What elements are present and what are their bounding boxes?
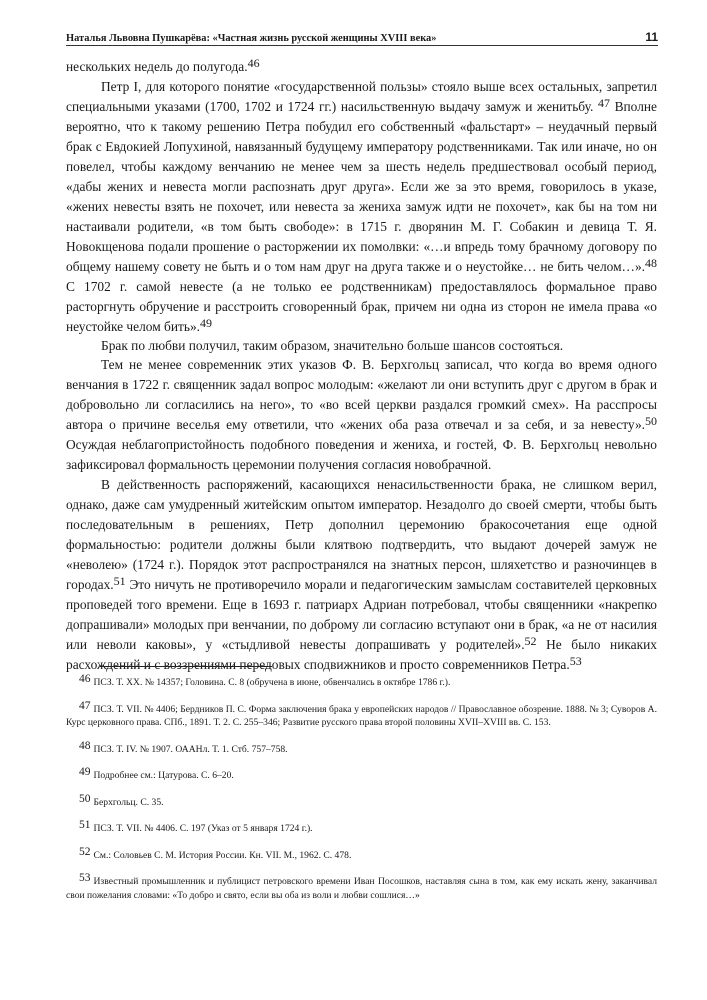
footnote [66,792,657,810]
footnote-reference[interactable]: 52 [524,634,537,648]
footnotes [66,673,657,915]
footnote-reference[interactable]: 48 [645,256,657,270]
footnote-text: Известный промышленник и публицист петровского времени Иван Посошков, наставляя сына в том, как ему искать жену, заканчивал свои пожелания словами: «То добро и свято, если вы оба из воли и любви сошлися…» [66,876,657,901]
paragraph-text: В действенность распоряжений, касающихся ненасильственности брака, не слишком верил, однако, даже сам умудренный житейским опытом император. Незадолго до своей смерти, чтобы быть последовательным в решениях, Петр дополнил церемонию бракосочетания еще одной формальностью: родители должны были клятвою подтвердить, что выдают дочерей замуж не «неволею» (1724 г.). Порядок этот распространялся на знатных персон, шляхетство и разночинцев в городах. [66,477,657,592]
footnote [66,845,657,863]
footnote-number: 46 [79,673,91,685]
footnote-text: ПСЗ. Т. VII. № 4406; Бердников П. С. Форма заключения брака у европейских народов // Православное обозрение. 1888. № 3; Суворов А. Курс церковного права. СПб., 1891. Т. 2. С. 255–346; Развитие русского права второй половины XVII–XVIII вв. С. 153. [66,703,657,728]
paragraph [66,77,657,337]
footnote-reference[interactable]: 47 [597,96,610,110]
footnote-reference[interactable]: 49 [200,316,213,330]
footnote [66,673,657,690]
footnote-text: ПСЗ. Т. IV. № 1907. ОААНл. Т. 1. Стб. 757–758. [93,743,288,755]
paragraph-text: Тем не менее современник этих указов Ф. В. Берхгольц записал, что когда во время одного венчания в 1722 г. священник задал вопрос молодым: «желают ли они вступить друг с другом в брак и добровольно ли согласились на него», то «во всей церкви раздался громкий смех». На расспросы автора о причине веселья ему ответили, что «жених оба раза отвечал и за себя, и за невесту». [66,357,657,432]
paragraph-text: нескольких недель до полугода. [66,59,248,74]
paragraph-text: Вполне вероятно, что к такому решению Петра побудил его собственный «фальстарт» – неудачный первый брак с Евдокией Лопухиной, навязанный будущему императору родственниками. Так или иначе, но он повелел, чтобы каждому венчанию не менее чем за шесть недель предшествовал особый период, «дабы жених и невеста могли распознать друг друга». Если же за это время, говорилось в указе, «жених невесты взять не похочет, или невеста за жениха замуж идти не похочет», как бы на том ни настаивали родители, «в том быть свободе»: в 1715 г. дворянин М. Г. Собакин и девица Т. Я. Новокщенова подали прошение о расторжении их помолвки: «…и впредь тому брачному договору по общему нашему совету не быть и о том нам друг на друга также и о неустойке… не бить челом…». [66,99,657,274]
footnote [66,872,657,902]
footnote [66,739,657,757]
footnote-reference[interactable]: 53 [569,654,582,668]
paragraph-text: Петр I, для которого понятие «государственной пользы» стояло выше всех остальных, запретил специальными указами (1700, 1702 и 1724 гг.) насильственную выдачу замуж и женитьбу. [66,79,657,114]
paragraph-text: С 1702 г. самой невесте (а не только ее родственникам) предоставлялось формальное право расторгнуть обручение и расстроить сговоренный брак, причем ни одна из сторон не имела права «о неустойке челом бить». [66,279,657,334]
footnote-text: См.: Соловьев С. М. История России. Кн. VII. М., 1962. С. 478. [93,849,352,861]
footnote-number: 48 [79,739,91,752]
footnote-separator [100,666,272,667]
paragraph-text: Брак по любви получил, таким образом, значительно больше шансов состояться. [101,338,564,353]
paragraph-text: Не было никаких расхождений и с воззрениями передовых сподвижников и просто современников Петра. [66,637,657,672]
footnote-text: ПСЗ. Т. VII. № 4406. С. 197 (Указ от 5 января 1724 г.). [93,823,313,834]
paragraph [66,57,657,77]
paragraph [66,337,657,355]
footnote [66,699,657,730]
footnote-number: 53 [79,872,91,884]
footnote-text: Берхгольц. С. 35. [93,796,164,808]
footnote-text: Подробнее см.: Цатурова. С. 6–20. [93,770,234,781]
running-header-title: Наталья Львовна Пушкарёва: «Частная жизнь русской женщины XVIII века» [66,33,437,44]
paragraph-text: Осуждая неблагопристойность подобного поведения и жениха, и гостей, Ф. В. Берхгольц невольно зафиксировал формальность церемонии получения согласия новобрачной. [66,437,657,472]
footnote-number: 47 [79,699,91,712]
page-number: 11 [645,30,658,44]
footnote-reference[interactable]: 51 [113,574,126,588]
footnote-number: 50 [79,792,91,805]
running-header [66,30,658,46]
footnote [66,766,657,783]
footnote-text: ПСЗ. Т. XX. № 14357; Головина. С. 8 (обручена в июне, обвенчались в октябре 1786 г.). [93,677,451,688]
footnote [66,819,657,836]
paragraph [66,355,657,475]
footnote-reference[interactable]: 46 [247,56,260,70]
paragraph [66,475,657,675]
footnote-number: 51 [79,819,91,831]
paragraph-text: Это ничуть не противоречило морали и педагогическим замыслам составителей церковных проповедей того времени. Еще в 1693 г. патриарх Адриан потребовал, чтобы священники «накрепко допрашивали» молодых при венчании, по доброму ли согласию вступают они в брак, «а не от насилия или неволи каковы», у «стыдливой невесты допрашивать у родителей». [66,577,657,652]
footnote-reference[interactable]: 50 [645,414,657,428]
body-text [66,57,657,675]
footnote-number: 52 [79,845,91,858]
footnote-number: 49 [79,766,91,778]
